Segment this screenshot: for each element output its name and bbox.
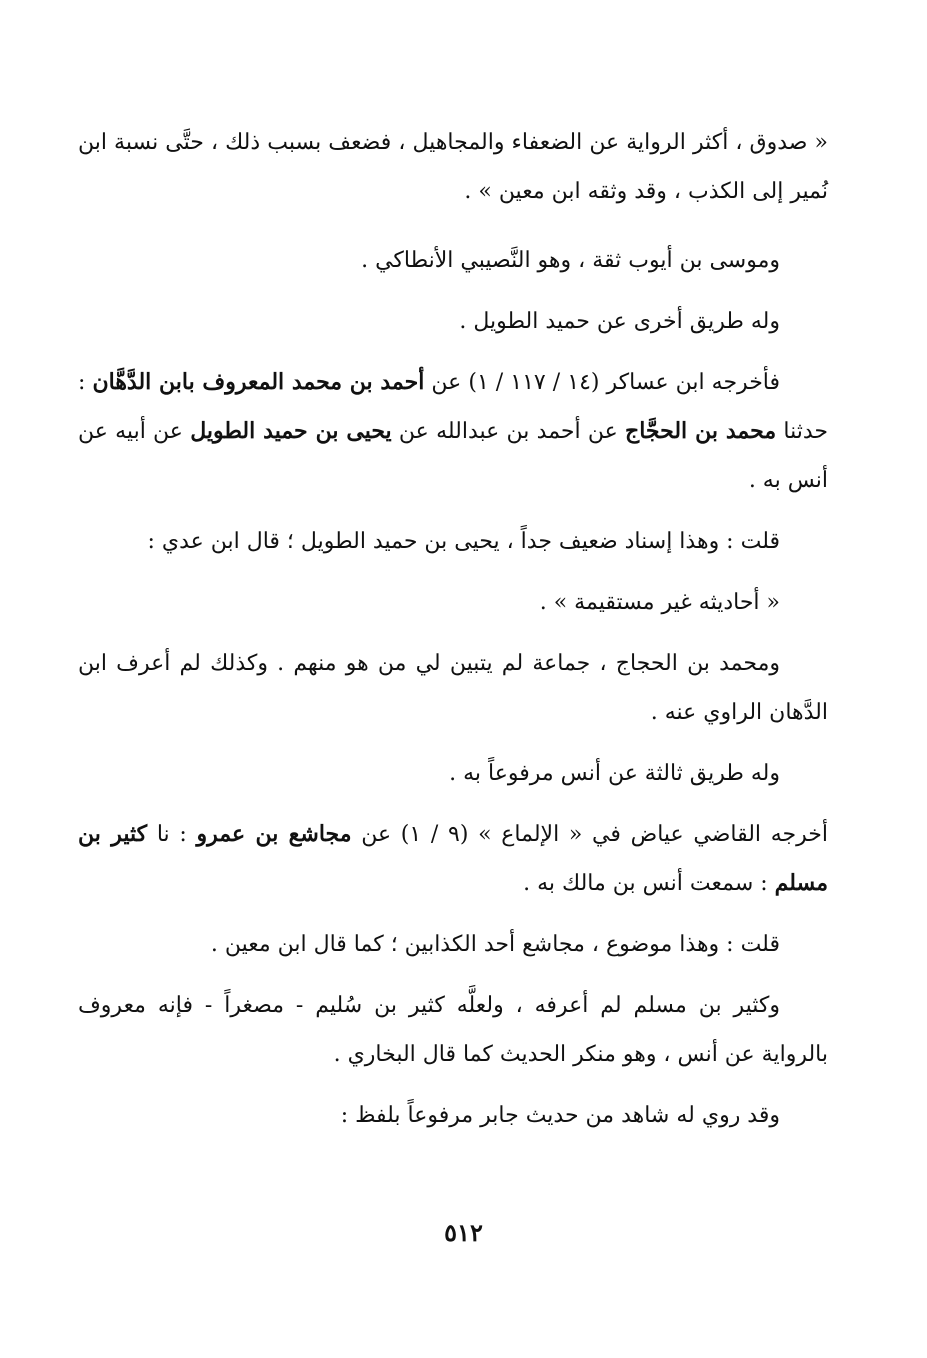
text-run: فأخرجه ابن عساكر (١٤ / ١١٧ / ١) عن bbox=[424, 370, 781, 395]
paragraph-qadi-iyad bbox=[78, 810, 828, 908]
text-run: عن أحمد بن عبدالله عن bbox=[391, 419, 626, 444]
text-run: : سمعت أنس بن مالك به . bbox=[523, 871, 775, 896]
narrator-name: محمد بن الحجَّاج bbox=[625, 418, 777, 444]
body-text bbox=[78, 118, 828, 1140]
paragraph-jabir-witness: وقد روي له شاهد من حديث جابر مرفوعاً بلفظ : bbox=[340, 1103, 780, 1128]
paragraph-ibn-adi-quote: « أحاديثه غير مستقيمة » . bbox=[539, 590, 780, 615]
paragraph-fabricated: قلت : وهذا موضوع ، مجاشع أحد الكذابين ؛ كما قال ابن معين . bbox=[210, 932, 780, 957]
page-number: ٥١٢ bbox=[444, 1218, 483, 1247]
narrator-name: كثير بن مسلم bbox=[78, 821, 828, 896]
narrator-name: يحيى بن حميد الطويل bbox=[190, 418, 392, 444]
narrator-name: مجاشع بن عمرو bbox=[196, 821, 352, 847]
paragraph-ibn-asakir bbox=[78, 358, 828, 505]
text-run: عن أبيه عن أنس به . bbox=[78, 419, 828, 493]
paragraph-another-route: وله طريق أخرى عن حميد الطويل . bbox=[459, 309, 780, 334]
text-run: أخرجه القاضي عياض في « الإلماع » (٩ / ١) عن bbox=[351, 822, 828, 847]
paragraph-musa-ibn-ayyub: وموسى بن أيوب ثقة ، وهو النَّصيبي الأنطاكي . bbox=[361, 248, 780, 273]
narrator-name: أحمد بن محمد المعروف بابن الدَّهَّان bbox=[92, 369, 425, 395]
paragraph-third-route: وله طريق ثالثة عن أنس مرفوعاً به . bbox=[449, 761, 780, 786]
paragraph-muhammad-ibn-hajjaj: ومحمد بن الحجاج ، جماعة لم يتبين لي من هو منهم . وكذلك لم أعرف ابن الدَّهان الراوي عنه . bbox=[78, 651, 828, 725]
paragraph-isnad-weak: قلت : وهذا إسناد ضعيف جداً ، يحيى بن حميد الطويل ؛ قال ابن عدي : bbox=[147, 529, 780, 554]
paragraph-kathir-ibn-muslim: وكثير بن مسلم لم أعرفه ، ولعلَّه كثير بن سُليم - مصغراً - فإنه معروف بالرواية عن أنس ، وهو منكر الحديث كما قال البخاري . bbox=[78, 993, 828, 1067]
paragraph-quote-saduq: « صدوق ، أكثر الرواية عن الضعفاء والمجاهيل ، فضعف بسبب ذلك ، حتَّى نسبة ابن نُمير إلى الكذب ، وقد وثقه ابن معين » . bbox=[78, 130, 828, 204]
text-run: : حدثنا bbox=[78, 370, 828, 444]
text-run: : نا bbox=[147, 822, 197, 847]
